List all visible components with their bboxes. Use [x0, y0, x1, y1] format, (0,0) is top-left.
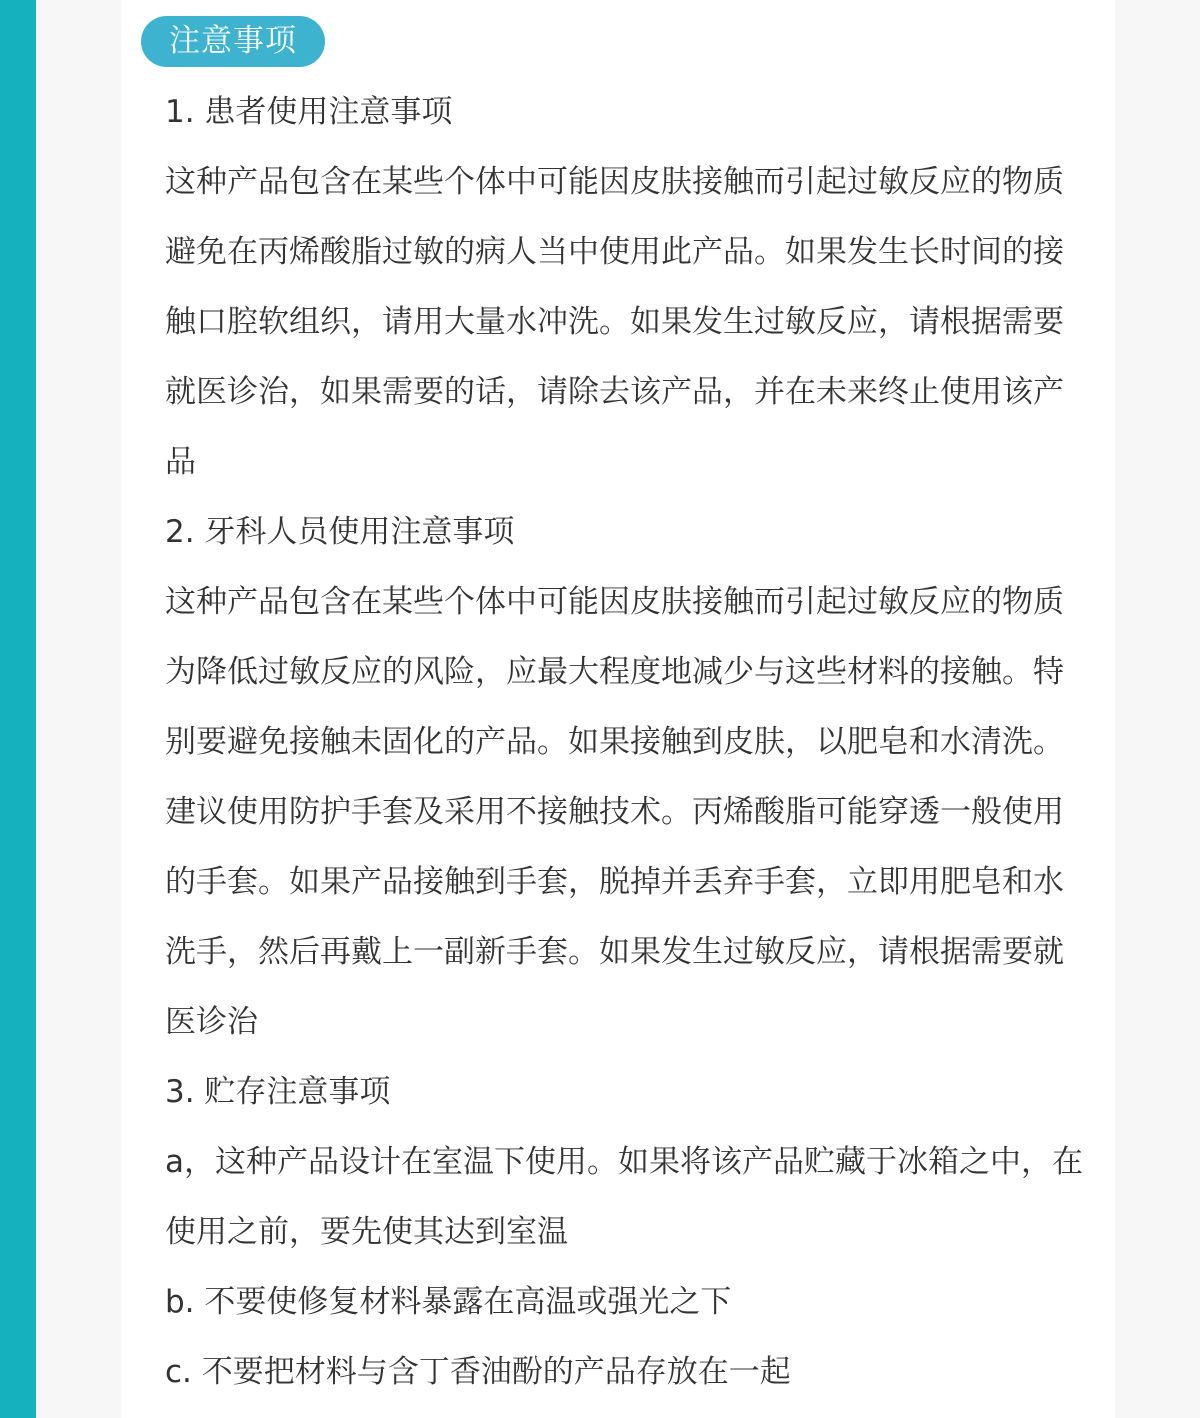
paragraph-line: 医诊治: [165, 1004, 258, 1040]
storage-item-a-continued: 使用之前，要先使其达到室温: [165, 1214, 568, 1250]
storage-item-b: b. 不要使修复材料暴露在高温或强光之下: [165, 1284, 732, 1320]
paragraph-line: 就医诊治，如果需要的话，请除去该产品，并在未来终止使用该产: [165, 374, 1064, 410]
paragraph-line: 这种产品包含在某些个体中可能因皮肤接触而引起过敏反应的物质: [165, 584, 1064, 620]
storage-item-a: a，这种产品设计在室温下使用。如果将该产品贮藏于冰箱之中，在: [165, 1144, 1083, 1180]
paragraph-line: 的手套。如果产品接触到手套，脱掉并丢弃手套，立即用肥皂和水: [165, 864, 1064, 900]
paragraph-line: 触口腔软组织，请用大量水冲洗。如果发生过敏反应，请根据需要: [165, 304, 1064, 340]
paragraph-line: 建议使用防护手套及采用不接触技术。丙烯酸脂可能穿透一般使用: [165, 794, 1064, 830]
heading-patient-notes: 1. 患者使用注意事项: [165, 94, 453, 130]
storage-item-c: c. 不要把材料与含丁香油酚的产品存放在一起: [165, 1354, 791, 1390]
paragraph-line: 避免在丙烯酸脂过敏的病人当中使用此产品。如果发生长时间的接: [165, 234, 1064, 270]
paragraph-line: 品: [165, 444, 196, 480]
paragraph-line: 这种产品包含在某些个体中可能因皮肤接触而引起过敏反应的物质: [165, 164, 1064, 200]
left-accent-bar: [0, 0, 36, 1418]
paragraph-line: 洗手，然后再戴上一副新手套。如果发生过敏反应，请根据需要就: [165, 934, 1064, 970]
heading-storage-notes: 3. 贮存注意事项: [165, 1074, 391, 1110]
section-title-badge: 注意事项: [141, 16, 325, 67]
paragraph-line: 为降低过敏反应的风险，应最大程度地减少与这些材料的接触。特: [165, 654, 1064, 690]
notes-content: [165, 77, 1125, 1407]
paragraph-line: 别要避免接触未固化的产品。如果接触到皮肤，以肥皂和水清洗。: [165, 724, 1064, 760]
heading-dental-staff-notes: 2. 牙科人员使用注意事项: [165, 514, 515, 550]
